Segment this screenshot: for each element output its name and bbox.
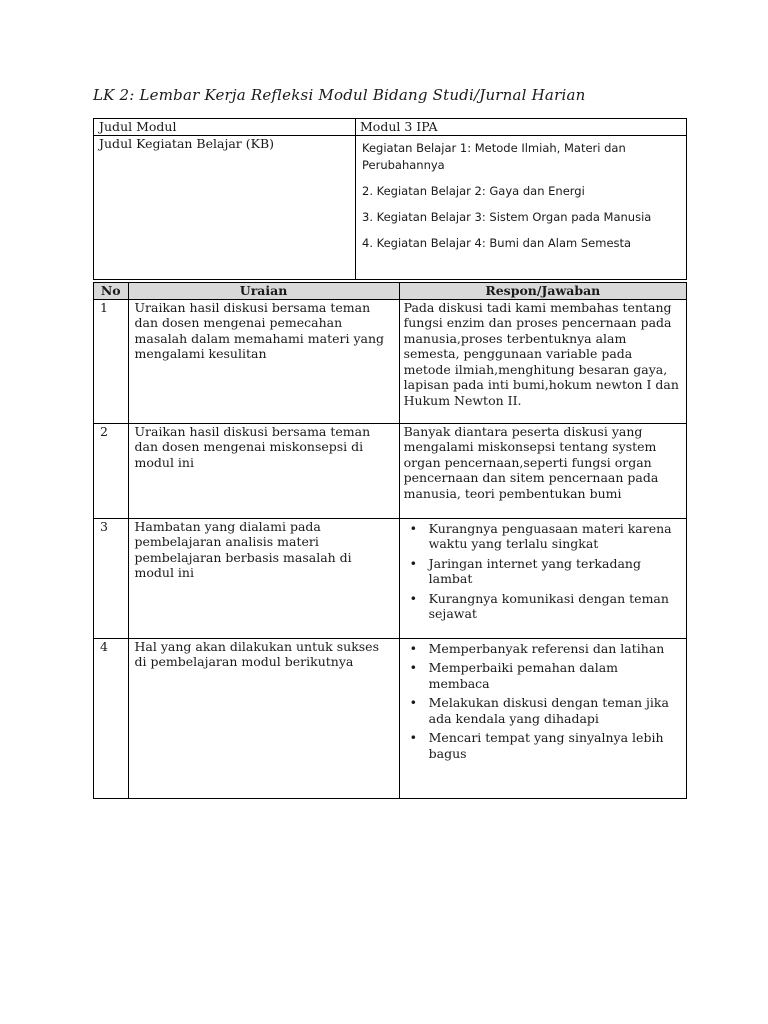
page-title: LK 2: Lembar Kerja Refleksi Modul Bidang Studi/Jurnal Harian <box>93 86 586 104</box>
list-item: • Kurangnya komunikasi dengan teman sejawat <box>429 591 682 622</box>
judul-kb-row <box>94 135 687 279</box>
judul-kb-label: Judul Kegiatan Belajar (KB) <box>94 135 356 279</box>
header-respon: Respon/Jawaban <box>399 283 686 300</box>
row-number: 4 <box>94 638 129 798</box>
list-item: • Memperbanyak referensi dan latihan <box>429 641 682 657</box>
row-number: 2 <box>94 423 129 518</box>
judul-modul-label: Judul Modul <box>94 119 356 136</box>
row-uraian: Hambatan yang dialami pada pembelajaran analisis materi pembelajaran berbasis masalah di modul ini <box>128 518 399 638</box>
row-respon: Banyak diantara peserta diskusi yang mengalami miskonsepsi tentang system organ pencernaan,seperti fungsi organ pencernaan dan sitem pencernaan pada manusia, teori pembentukan bumi <box>399 423 686 518</box>
row-respon-list <box>399 638 686 798</box>
kb-item-2: 2. Kegiatan Belajar 2: Gaya dan Energi <box>362 183 585 198</box>
list-item: • Kurangnya penguasaan materi karena waktu yang terlalu singkat <box>429 521 682 552</box>
kb-item-4: 4. Kegiatan Belajar 4: Bumi dan Alam Semesta <box>362 235 632 250</box>
list-item: • Jaringan internet yang terkadang lambat <box>429 556 682 587</box>
judul-modul-value: Modul 3 IPA <box>356 119 687 136</box>
table-row <box>94 518 687 638</box>
table-row <box>94 638 687 798</box>
row-number: 1 <box>94 299 129 423</box>
kb-list-cell <box>356 135 687 279</box>
row-uraian: Hal yang akan dilakukan untuk sukses di pembelajaran modul berikutnya <box>128 638 399 798</box>
table-row <box>94 423 687 518</box>
header-uraian: Uraian <box>128 283 399 300</box>
kb-item-1: Kegiatan Belajar 1: Metode Ilmiah, Materi dan Perubahannya <box>362 140 626 172</box>
row-respon-list <box>399 518 686 638</box>
header-no: No <box>94 283 129 300</box>
table-row <box>94 299 687 423</box>
row-number: 3 <box>94 518 129 638</box>
reflection-table <box>93 282 687 799</box>
module-info-table <box>93 118 687 280</box>
judul-modul-row <box>94 119 687 136</box>
row-uraian: Uraikan hasil diskusi bersama teman dan dosen mengenai miskonsepsi di modul ini <box>128 423 399 518</box>
list-item: • Mencari tempat yang sinyalnya lebih bagus <box>429 730 682 761</box>
kb-item-3: 3. Kegiatan Belajar 3: Sistem Organ pada Manusia <box>362 209 652 224</box>
row-uraian: Uraikan hasil diskusi bersama teman dan dosen mengenai pemecahan masalah dalam memahami materi yang mengalami kesulitan <box>128 299 399 423</box>
list-item: • Melakukan diskusi dengan teman jika ada kendala yang dihadapi <box>429 695 682 726</box>
table-header-row <box>94 283 687 300</box>
list-item: • Memperbaiki pemahan dalam membaca <box>429 660 682 691</box>
row-respon: Pada diskusi tadi kami membahas tentang fungsi enzim dan proses pencernaan pada manusia,proses terbentuknya alam semesta, penggunaan variable pada metode ilmiah,menghitung besaran gaya, lapisan pada inti bumi,hokum newton I dan Hukum Newton II. <box>399 299 686 423</box>
